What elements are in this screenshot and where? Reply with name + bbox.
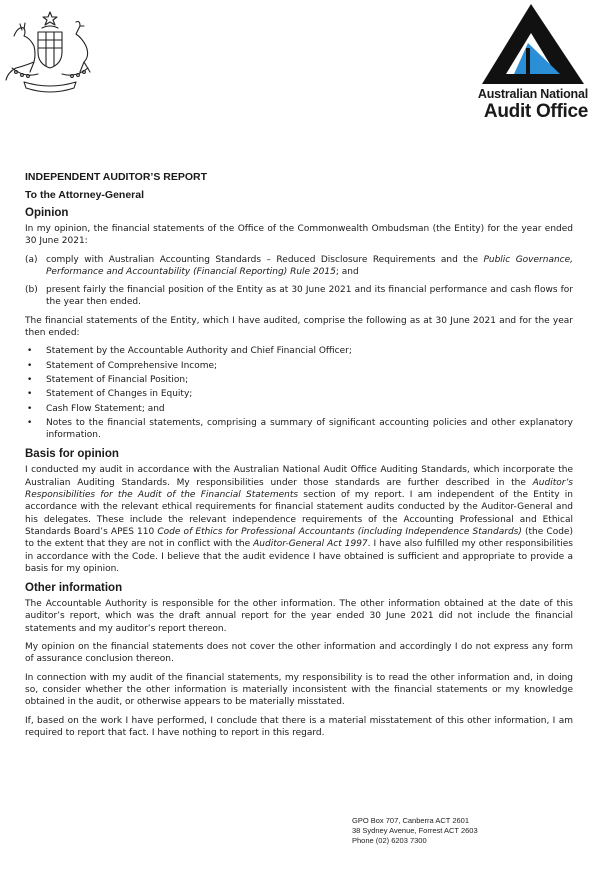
list-item: • Statement by the Accountable Authority and Chief Financial Officer; (27, 346, 352, 357)
bullet-icon: • (27, 389, 33, 400)
anao-logo-mark-icon (468, 4, 584, 84)
item-text-italic: Public Governance, Performance and Accountability (Financial Reporting) Rule 2015 (46, 254, 574, 277)
address-line-2: 38 Sydney Avenue, Forrest ACT 2603 (352, 826, 478, 835)
anao-logo (458, 4, 588, 120)
bullet-icon: • (27, 346, 33, 357)
list-item: • Notes to the financial statements, comprising a summary of significant accounting policies and other explanatory information. (27, 417, 573, 441)
report-title: INDEPENDENT AUDITOR’S REPORT (25, 171, 208, 183)
statements-list (25, 345, 573, 441)
statements-intro: The financial statements of the Entity, which I have audited, comprise the following as at 30 June 2021 and for the year then ended: (25, 315, 573, 339)
item-text: present fairly the financial position of the Entity as at 30 June 2021 and its financial performance and cash flows for the year then ended. (46, 285, 573, 308)
logo-text-line1: Australian National (477, 87, 588, 101)
logo-text-line2: Audit Office (483, 101, 588, 122)
other-info-paragraph-4: If, based on the work I have performed, I conclude that there is a material misstatement of this other information, I am required to report that fact. I have nothing to report in this regard. (25, 715, 573, 738)
item-text: comply with Australian Accounting Standards – Reduced Disclosure Requirements and the (46, 254, 484, 265)
item-label: (b) (25, 285, 38, 296)
addressee: To the Attorney-General (25, 189, 145, 201)
report-body (25, 171, 573, 745)
basis-paragraph: I conducted my audit in accordance with the Australian National Audit Office Auditing Standards, which incorporate the Australian Auditing Standards. My responsibilities under those standards are further described in the Auditor’s Responsibilities for the Audit of the Financial Statements section of my report. I am independent of the Entity in accordance with the relevant ethical requirements for financial statement audits conducted by the Auditor-General and his delegates. These include the relevant independence requirements of the Accounting Professional and Ethical Standards Board’s APES 110 Code of Ethics for Professional Accountants (including Independence Standards) (the Code) to the extent that they are not in conflict with the Auditor-General Act 1997. I have also fulfilled my other responsibilities in accordance with the Code. I believe that the audit evidence I have obtained is sufficient and appropriate to provide a basis for my opinion. (25, 465, 573, 574)
list-item: • Statement of Comprehensive Income; (27, 360, 218, 371)
opinion-heading: Opinion (25, 207, 69, 219)
list-item: • Statement of Changes in Equity; (27, 389, 193, 400)
item-text-end: ; and (335, 266, 359, 277)
footer-address (352, 816, 478, 846)
item-label: (a) (25, 254, 38, 265)
coat-of-arms-icon (4, 8, 96, 96)
opinion-item-a (25, 254, 573, 279)
opinion-intro: In my opinion, the financial statements of the Office of the Commonwealth Ombudsman (the Entity) for the year ended 30 June 2021: (25, 224, 573, 247)
other-info-paragraph-2: My opinion on the financial statements does not cover the other information and accordingly I do not express any form of assurance conclusion thereon. (25, 642, 573, 665)
address-line-1: GPO Box 707, Canberra ACT 2601 (352, 816, 470, 825)
phone-number: Phone (02) 6203 7300 (352, 836, 427, 845)
list-item: • Cash Flow Statement; and (27, 403, 165, 414)
bullet-icon: • (27, 360, 33, 371)
other-info-paragraph-3: In connection with my audit of the financial statements, my responsibility is to read the other information and, in doing so, consider whether the other information is materially inconsistent with the financial statements or my knowledge obtained in the audit, or otherwise appears to be materially misstated. (25, 672, 573, 708)
list-item: • Statement of Financial Position; (27, 374, 189, 385)
opinion-item-b (25, 284, 573, 309)
opinion-items (25, 254, 573, 309)
bullet-icon: • (27, 403, 33, 414)
other-info-paragraph-1: The Accountable Authority is responsible for the other information. The other information obtained at the date of this auditor’s report, which was the draft annual report for the year ended 30 June 2021 did not include the financial statements and my auditor’s report thereon. (25, 599, 573, 634)
other-info-heading: Other information (25, 582, 123, 595)
bullet-icon: • (27, 417, 33, 428)
bullet-icon: • (27, 374, 33, 385)
basis-heading: Basis for opinion (25, 448, 119, 461)
